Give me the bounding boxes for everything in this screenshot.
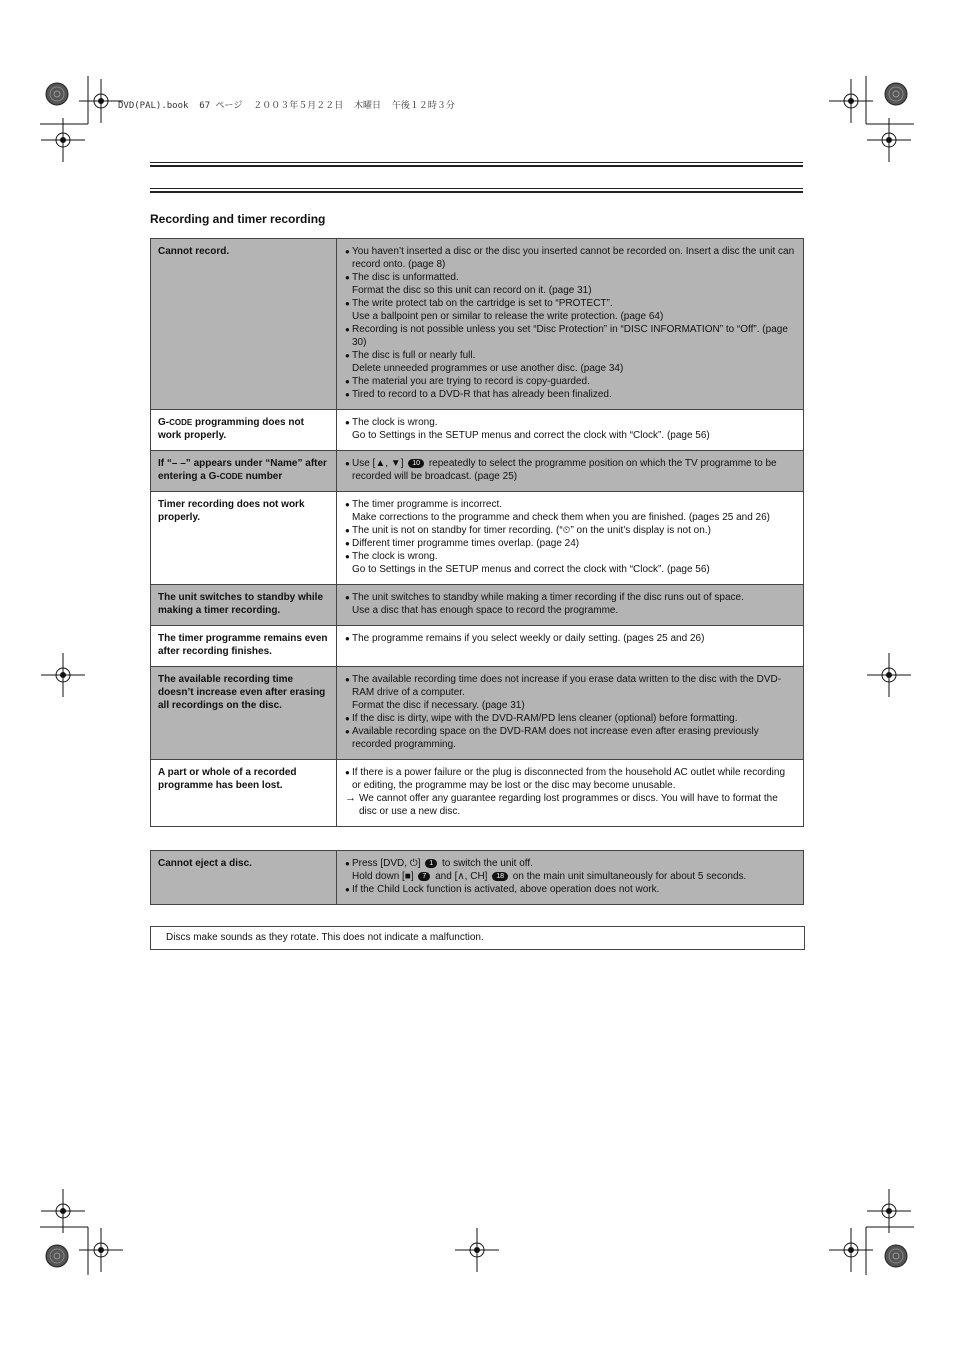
problem-cell [151, 239, 337, 410]
problem-text: CODE [169, 418, 193, 427]
solution-text: The timer programme is incorrect. [352, 499, 503, 510]
bullet [345, 284, 352, 297]
solution-cell [337, 585, 804, 626]
problem-cell [151, 410, 337, 451]
remote-key-badge: 7 [418, 872, 430, 881]
table-row [151, 851, 804, 905]
solution-text: Hold down [■] [352, 871, 414, 882]
bullet: ● [345, 500, 350, 509]
solution-text: and [∧, CH] [432, 871, 488, 882]
solution-text: If the Child Lock function is activated, above operation does not work. [352, 884, 660, 895]
bullet: ● [345, 273, 350, 282]
problem-text: Timer recording does not work properly. [158, 499, 305, 523]
solution-text: Use a ballpoint pen or similar to release the write protection. (page 64) [352, 311, 664, 322]
solution-text: If there is a power failure or the plug is disconnected from the household AC outlet while recording or editing, the programme may be lost or the disc may become unusable. [352, 767, 786, 791]
solution-text: The clock is wrong. [352, 551, 438, 562]
list-item [345, 712, 795, 725]
list-item [345, 537, 795, 550]
solution-text: The programme remains if you select weekly or daily setting. (pages 25 and 26) [352, 633, 705, 644]
problem-text: A part or whole of a recorded programme has been lost. [158, 767, 297, 791]
solution-text: Format the disc if necessary. (page 31) [352, 700, 525, 711]
bullet: ● [345, 351, 350, 360]
solution-text: The material you are trying to record is copy-guarded. [352, 376, 590, 387]
table-row [151, 667, 804, 760]
header-rule [150, 191, 803, 193]
solution-text: Format the disc so this unit can record on it. (page 31) [352, 285, 592, 296]
table-row [151, 239, 804, 410]
bullet: ● [345, 727, 350, 736]
header-rule [150, 165, 803, 167]
bullet: ● [345, 459, 350, 468]
solution-text: We cannot offer any guarantee regarding lost programmes or discs. You will have to format the disc or use a new disc. [359, 793, 778, 817]
arrow-icon: → [345, 792, 356, 804]
solution-text: Go to Settings in the SETUP menus and correct the clock with “Clock”. (page 56) [352, 564, 710, 575]
table-row [151, 451, 804, 492]
table-row [151, 585, 804, 626]
solution-cell [337, 760, 804, 827]
list-item [345, 375, 795, 388]
list-item [345, 524, 795, 537]
table-row [151, 410, 804, 451]
recording-troubleshooting-table [150, 238, 804, 827]
problem-cell [151, 760, 337, 827]
solution-text: to switch the unit off. [439, 858, 533, 869]
problem-cell [151, 492, 337, 585]
section-title: Recording and timer recording [150, 212, 326, 226]
file-info: DVD(PAL).book 67 ページ ２００３年５月２２日 木曜日 午後１２時３分 [118, 101, 455, 111]
problem-cell [151, 851, 337, 905]
bullet: ● [345, 885, 350, 894]
solution-text: Recording is not possible unless you set “Disc Protection” in “DISC INFORMATION” to “Off”. (page 30) [352, 324, 788, 348]
bullet [345, 511, 352, 524]
solution-text: The unit is not on standby for timer recording. (“⏲” on the unit’s display is not on.) [352, 525, 711, 536]
problem-cell [151, 626, 337, 667]
bullet: ● [345, 299, 350, 308]
bullet: ● [345, 247, 350, 256]
problem-text: Cannot record. [158, 246, 230, 257]
problem-text: The timer programme remains even after recording finishes. [158, 633, 328, 657]
solution-text: repeatedly to select the programme position on which the TV programme to be recorded will be broadcast. (page 25) [352, 458, 777, 482]
solution-text: Use a disc that has enough space to record the programme. [352, 605, 619, 616]
list-item [345, 245, 795, 271]
bullet: ● [345, 593, 350, 602]
remote-key-badge: 18 [492, 872, 508, 881]
solution-text: Tired to record to a DVD-R that has already been finalized. [352, 389, 612, 400]
list-item [345, 870, 795, 883]
list-item [345, 429, 795, 442]
solution-text: The clock is wrong. [352, 417, 438, 428]
solution-text [352, 457, 795, 483]
header-rule [150, 162, 803, 163]
list-item [345, 511, 795, 524]
bullet: ● [345, 418, 350, 427]
list-item [345, 297, 795, 310]
bullet: ● [345, 325, 350, 334]
problem-text: The unit switches to standby while making a timer recording. [158, 592, 324, 616]
solution-text: Make corrections to the programme and check them when you are finished. (pages 25 and 26) [352, 512, 771, 523]
solution-text: You haven’t inserted a disc or the disc you inserted cannot be recorded on. Insert a disc the unit can record onto. (page 8) [352, 246, 795, 270]
solution-cell [337, 451, 804, 492]
list-item [345, 766, 795, 792]
problem-cell [151, 585, 337, 626]
bullet: ● [345, 377, 350, 386]
header-rule [150, 188, 803, 189]
solution-text: The write protect tab on the cartridge is set to “PROTECT”. [352, 298, 613, 309]
list-item [345, 673, 795, 699]
table-row [151, 626, 804, 667]
list-item [345, 284, 795, 297]
list-item [345, 550, 795, 563]
problem-text: G- [158, 417, 170, 428]
list-item [345, 604, 795, 617]
solution-text [352, 857, 795, 870]
solution-text: Go to Settings in the SETUP menus and correct the clock with “Clock”. (page 56) [352, 430, 710, 441]
bullet: ● [345, 539, 350, 548]
solution-text: The unit switches to standby while making a timer recording if the disc runs out of space. [352, 592, 744, 603]
list-item [345, 323, 795, 349]
problem-text: The available recording time doesn’t increase even after erasing all recordings on the disc. [158, 674, 326, 711]
list-item [345, 563, 795, 576]
solution-cell [337, 239, 804, 410]
list-item [345, 362, 795, 375]
solution-text: If the disc is dirty, wipe with the DVD-RAM/PD lens cleaner (optional) before formatting. [352, 713, 738, 724]
problem-text: number [242, 471, 283, 482]
list-item [345, 416, 795, 429]
list-item [345, 349, 795, 362]
bullet: ● [345, 675, 350, 684]
bullet [345, 870, 352, 883]
bullet [345, 429, 352, 442]
solution-text: The disc is unformatted. [352, 272, 459, 283]
bullet [345, 310, 352, 323]
bullet [345, 362, 352, 375]
solution-text: Delete unneeded programmes or use another disc. (page 34) [352, 363, 624, 374]
solution-cell [337, 410, 804, 451]
bullet: ● [345, 634, 350, 643]
list-item [345, 271, 795, 284]
table-row [151, 492, 804, 585]
note-box [150, 926, 805, 950]
list-item [345, 857, 795, 870]
bullet: ● [345, 768, 350, 777]
table-row [151, 760, 804, 827]
remote-key-badge: 1 [425, 859, 437, 868]
solution-cell [337, 626, 804, 667]
solution-cell [337, 851, 804, 905]
bullet: ● [345, 859, 350, 868]
bullet [345, 604, 352, 617]
problem-text: programming does not work properly. [158, 417, 304, 441]
eject-troubleshooting-table [150, 850, 804, 905]
solution-text: Different timer programme times overlap. (page 24) [352, 538, 580, 549]
problem-text: Cannot eject a disc. [158, 858, 252, 869]
list-item [345, 498, 795, 511]
solution-cell [337, 667, 804, 760]
list-item [345, 388, 795, 401]
list-item [345, 591, 795, 604]
bullet: ● [345, 390, 350, 399]
bullet: ● [345, 552, 350, 561]
list-item [345, 310, 795, 323]
solution-cell [337, 492, 804, 585]
solution-text: on the main unit simultaneously for about 5 seconds. [510, 871, 747, 882]
bullet [345, 699, 352, 712]
solution-text: The available recording time does not increase if you erase data written to the disc with the DVD-RAM drive of a computer. [352, 674, 782, 698]
problem-cell [151, 667, 337, 760]
solution-text: The disc is full or nearly full. [352, 350, 476, 361]
list-item [345, 632, 795, 645]
note-text: Discs make sounds as they rotate. This does not indicate a malfunction. [166, 932, 484, 943]
problem-text: CODE [219, 472, 243, 481]
bullet: ● [345, 714, 350, 723]
solution-text: Press [DVD, ⏻] [352, 858, 421, 869]
solution-text: Available recording space on the DVD-RAM does not increase even after erasing previously recorded programming. [352, 726, 759, 750]
bullet [345, 563, 352, 576]
list-item [345, 457, 795, 483]
problem-text: If “– –” appears under “Name” after entering a G- [158, 458, 327, 482]
solution-text: Use [▲, ▼] [352, 458, 404, 469]
solution-text [352, 870, 795, 883]
remote-key-badge: 10 [408, 459, 424, 468]
list-item [345, 725, 795, 751]
problem-cell [151, 451, 337, 492]
list-item [345, 699, 795, 712]
list-item [345, 792, 795, 818]
list-item [345, 883, 795, 896]
bullet: ● [345, 526, 350, 535]
